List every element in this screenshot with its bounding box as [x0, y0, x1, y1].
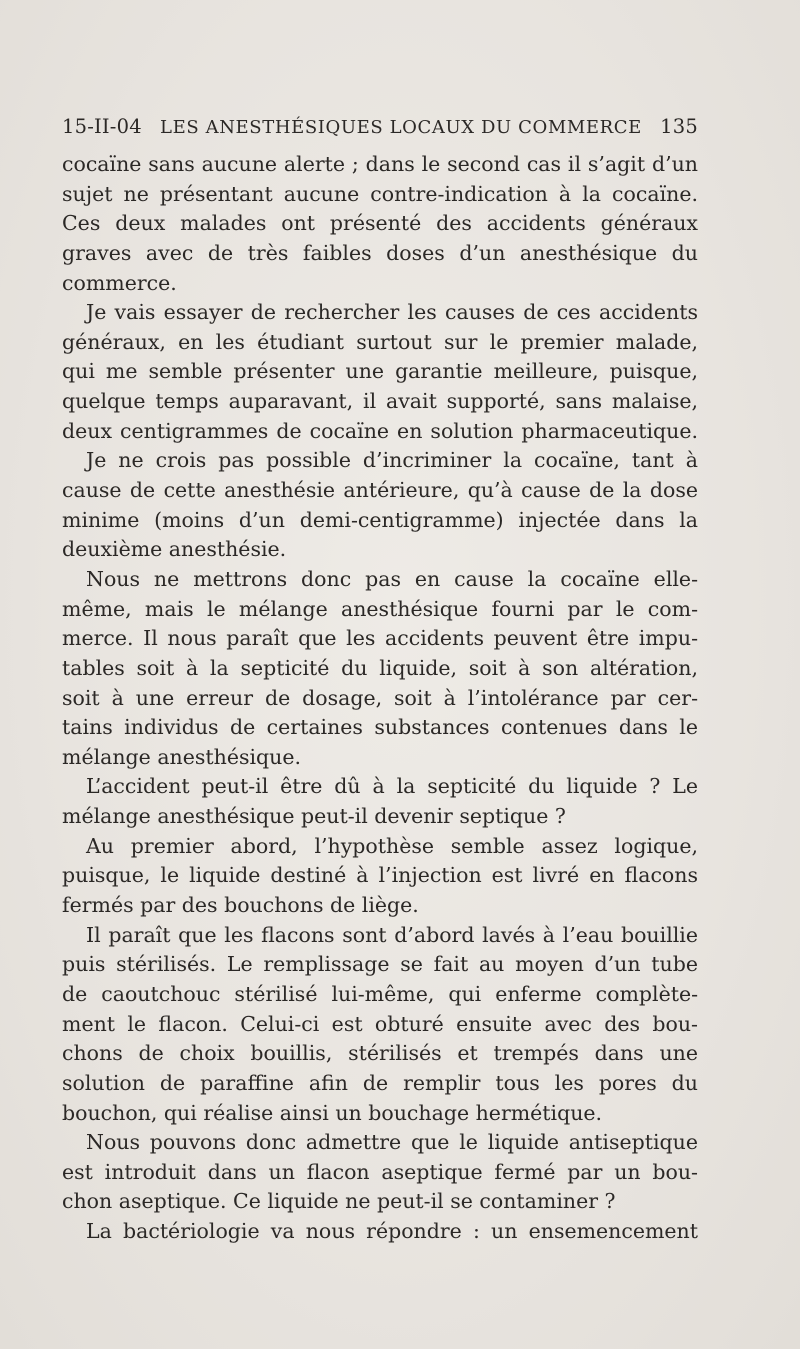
text-line: cause de cette anesthésie antérieure, qu’à cause de la dose [62, 478, 698, 503]
text-line: deux centigrammes de cocaïne en solution pharmaceutique. [62, 418, 698, 443]
text-line: de caoutchouc stérilisé lui-même, qui enferme complète- [62, 981, 698, 1006]
text-line: est introduit dans un flacon aseptique fermé par un bou- [62, 1159, 698, 1184]
text-line: bouchon, qui réalise ainsi un bouchage hermétique. [62, 1100, 603, 1125]
text-line: Nous pouvons donc admettre que le liquide antiseptique [86, 1130, 698, 1155]
text-line: fermés par des bouchons de liège. [62, 893, 419, 918]
text-line: minime (moins d’un demi-centigramme) injectée dans la [62, 507, 698, 532]
text-line: cocaïne sans aucune alerte ; dans le second cas il s’agit d’un [62, 152, 698, 176]
text-line: Nous ne mettrons donc pas en cause la cocaïne elle- [86, 566, 698, 591]
text-line: chons de choix bouillis, stérilisés et trempés dans une [62, 1041, 698, 1066]
text-line: La bactériologie va nous répondre : un ensemencement [86, 1219, 698, 1244]
text-line: quelque temps auparavant, il avait supporté, sans malaise, [62, 389, 698, 414]
running-header [62, 115, 698, 138]
text-line: sujet ne présentant aucune contre-indication à la cocaïne. [62, 181, 698, 206]
text-line: tables soit à la septicité du liquide, soit à son altération, [62, 655, 698, 680]
text-line: qui me semble présenter une garantie meilleure, puisque, [62, 359, 698, 384]
text-line: commerce. [62, 270, 177, 295]
text-line: Il paraît que les flacons sont d’abord lavés à l’eau bouillie [86, 922, 698, 947]
text-line: mélange anesthésique peut-il devenir septique ? [62, 804, 566, 829]
text-line: ment le flacon. Celui-ci est obturé ensuite avec des bou- [62, 1011, 698, 1036]
text-line: Au premier abord, l’hypothèse semble assez logique, [86, 833, 698, 858]
text-line: Je vais essayer de rechercher les causes de ces accidents [86, 300, 698, 325]
text-line: tains individus de certaines substances contenues dans le [62, 715, 698, 740]
text-line: deuxième anesthésie. [62, 537, 287, 562]
text-line: puis stérilisés. Le remplissage se fait au moyen d’un tube [62, 952, 698, 977]
body-text [62, 150, 698, 1247]
text-line: généraux, en les étudiant surtout sur le premier malade, [62, 329, 698, 354]
text-line: chon aseptique. Ce liquide ne peut-il se contaminer ? [62, 1189, 616, 1214]
text-line: puisque, le liquide destiné à l’injection est livré en flacons [62, 863, 698, 888]
text-line: Ces deux malades ont présenté des accidents généraux [62, 211, 698, 236]
text-line: Je ne crois pas possible d’incriminer la cocaïne, tant à [86, 448, 698, 473]
text-line: même, mais le mélange anesthésique fourni par le com- [62, 596, 698, 621]
text-line: soit à une erreur de dosage, soit à l’intolérance par cer- [62, 685, 698, 710]
text-line: solution de paraffine afin de remplir tous les pores du [62, 1070, 698, 1095]
text-line: L’accident peut-il être dû à la septicité du liquide ? Le [86, 774, 698, 799]
header-title: LES ANESTHÉSIQUES LOCAUX DU COMMERCE [160, 117, 642, 138]
page-number: 135 [660, 115, 698, 138]
text-line: merce. Il nous paraît que les accidents peuvent être impu- [62, 626, 698, 651]
header-date: 15-II-04 [62, 115, 142, 138]
text-line: graves avec de très faibles doses d’un anesthésique du [62, 240, 698, 265]
text-line: mélange anesthésique. [62, 744, 302, 769]
